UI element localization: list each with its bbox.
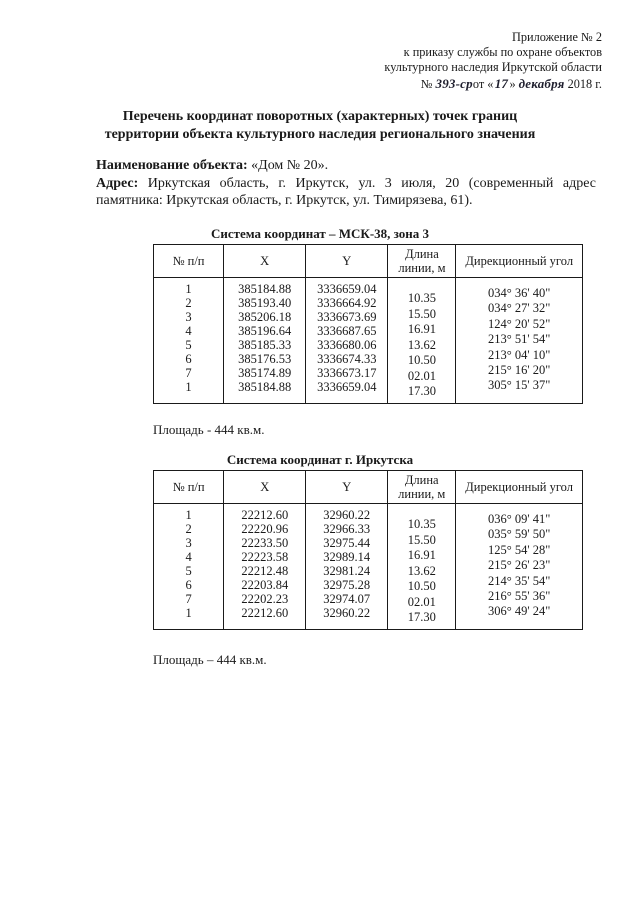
header-y: Y [306, 471, 388, 504]
table-cell: 3 [185, 310, 192, 324]
table-cell: 5 [185, 564, 192, 578]
table-cell: 3336674.33 [317, 352, 377, 366]
table-cell: 1 [185, 508, 192, 522]
appendix-number: Приложение № 2 [511, 30, 602, 44]
document-header [384, 30, 602, 92]
table-cell: 213° 04' 10" [488, 347, 551, 362]
address-label: Адрес: [96, 176, 139, 191]
table-body-row [154, 278, 583, 404]
table-cell: 213° 51' 54" [488, 332, 551, 347]
table-cell: 7 [185, 592, 192, 606]
table-cell: 3336687.65 [317, 324, 377, 338]
table-cell: 2 [185, 522, 192, 536]
table-cell: 3336659.04 [317, 380, 377, 394]
table-cell: 10.35 [407, 517, 436, 531]
title-line-2: территории объекта культурного наследия регионального значения [104, 127, 536, 142]
table-cell: 6 [185, 352, 192, 366]
table-cell: 034° 27' 32" [488, 301, 551, 316]
header-direction-angle: Дирекционный угол [456, 245, 583, 278]
order-reference-line: к приказу службы по охране объектов [403, 45, 602, 60]
header-line-length: Длина линии, м [388, 245, 456, 278]
table-cell: 385184.88 [238, 380, 292, 394]
table-cell: 17.30 [407, 384, 436, 398]
table-cell: 124° 20' 52" [488, 316, 551, 331]
coordinates-table-irkutsk [153, 470, 583, 630]
address-line-1 [96, 175, 596, 192]
table-cell: 385196.64 [238, 324, 292, 338]
title-line-1: Перечень координат поворотных (характерных) точек границ [122, 109, 518, 124]
table-cell: 32974.07 [323, 592, 371, 606]
direction-angles-column [456, 504, 583, 630]
table-cell: 306° 49' 24" [487, 604, 551, 619]
table-cell: 4 [185, 324, 192, 338]
table-cell: 385206.18 [238, 310, 292, 324]
table-cell: 32960.22 [323, 606, 371, 620]
y-coordinates-column [306, 278, 388, 404]
header-line-length: Длина линии, м [388, 471, 456, 504]
table-cell: 385174.89 [238, 366, 292, 380]
table-cell: 214° 35' 54" [487, 573, 551, 588]
table-cell: 215° 26' 23" [487, 558, 551, 573]
date-quote-close: » [509, 76, 516, 91]
y-coordinates-column [306, 504, 388, 630]
table-cell: 1 [185, 606, 192, 620]
table-cell: 035° 59' 50" [487, 527, 551, 542]
table-cell: 125° 54' 28" [487, 542, 551, 557]
direction-angles-column [456, 278, 583, 404]
table-cell: 22233.50 [241, 536, 289, 550]
table-cell: 3 [185, 536, 192, 550]
table-caption-msk38: Система координат – МСК-38, зона 3 [210, 226, 430, 241]
header-direction-angle: Дирекционный угол [456, 471, 583, 504]
table-cell: 22203.84 [241, 578, 289, 592]
line-lengths-column [388, 504, 456, 630]
object-name-label: Наименование объекта: [96, 158, 248, 173]
table-cell: 10.35 [407, 291, 436, 305]
table-cell: 036° 09' 41" [487, 512, 551, 526]
table-cell: 385176.53 [238, 352, 292, 366]
table-cell: 3336673.17 [317, 366, 377, 380]
table-header-row [154, 245, 583, 278]
point-numbers-column [154, 504, 224, 630]
object-name [96, 158, 328, 174]
area-irkutsk: Площадь – 444 кв.м. [153, 652, 267, 667]
table-cell: 4 [185, 550, 192, 564]
table-cell: 215° 16' 20" [488, 363, 551, 378]
table-cell: 32981.24 [323, 564, 371, 578]
object-name-value: «Дом № 20». [251, 158, 329, 173]
header-number: № п/п [154, 245, 224, 278]
table-cell: 13.62 [407, 337, 436, 352]
table-cell: 02.01 [407, 368, 436, 383]
area-msk38: Площадь - 444 кв.м. [153, 422, 265, 437]
table-cell: 385185.33 [238, 338, 292, 352]
table-cell: 16.91 [407, 322, 436, 336]
number-label: № [420, 76, 433, 91]
table-cell: 385193.40 [238, 296, 292, 310]
table-cell: 7 [185, 366, 192, 380]
table-cell: 3336664.92 [317, 296, 377, 310]
header-number: № п/п [154, 471, 224, 504]
table-cell: 32966.33 [323, 522, 371, 536]
table-cell: 02.01 [407, 594, 436, 609]
order-number-date-line [384, 76, 602, 92]
table-cell: 10.50 [407, 579, 436, 593]
table-cell: 17.30 [407, 610, 436, 624]
table-cell: 3336673.69 [317, 310, 377, 324]
table-cell: 22223.58 [241, 550, 289, 564]
x-coordinates-column [224, 278, 306, 404]
header-y: Y [306, 245, 388, 278]
table-cell: 216° 55' 36" [487, 589, 551, 604]
table-cell: 385184.88 [238, 282, 292, 296]
table-cell: 32975.28 [323, 578, 371, 592]
table-cell: 15.50 [407, 306, 436, 321]
table-cell: 034° 36' 40" [488, 286, 551, 300]
table-cell: 22220.96 [241, 522, 289, 536]
table-cell: 3336680.06 [317, 338, 377, 352]
table-cell: 16.91 [407, 548, 436, 562]
header-x: X [224, 471, 306, 504]
table-cell: 1 [185, 282, 192, 296]
table-cell: 32960.22 [323, 508, 371, 522]
year: 2018 г. [567, 76, 602, 91]
point-numbers-column [154, 278, 224, 404]
table-cell: 22202.23 [241, 592, 289, 606]
table-cell: 1 [185, 380, 192, 394]
x-coordinates-column [224, 504, 306, 630]
table-body-row [154, 504, 583, 630]
table-cell: 22212.48 [241, 564, 289, 578]
table-cell: 13.62 [407, 563, 436, 578]
table-cell: 305° 15' 37" [488, 378, 551, 393]
table-cell: 6 [185, 578, 192, 592]
handwritten-order-number: 393-ср [435, 75, 473, 91]
address-value-1: Иркутская область, г. Иркутск, ул. 3 июля, 20 (современный адрес [147, 176, 596, 191]
object-address [96, 175, 596, 209]
table-cell: 22212.60 [241, 508, 289, 522]
date-from-label: от « [472, 76, 494, 91]
authority-name-line: культурного наследия Иркутской области [384, 60, 602, 75]
handwritten-month: декабря [518, 75, 565, 91]
table-cell: 2 [185, 296, 192, 310]
table-caption-irkutsk: Система координат г. Иркутска [226, 452, 414, 467]
coordinates-table-msk38 [153, 244, 583, 404]
address-value-2: памятника: Иркутская область, г. Иркутск, ул. Тимирязева, 61). [96, 193, 473, 208]
table-cell: 3336659.04 [317, 282, 377, 296]
table-cell: 32975.44 [323, 536, 371, 550]
table-cell: 32989.14 [323, 550, 371, 564]
handwritten-day: 17 [494, 75, 509, 91]
table-header-row [154, 471, 583, 504]
table-cell: 22212.60 [241, 606, 289, 620]
line-lengths-column [388, 278, 456, 404]
document-title [0, 108, 640, 144]
table-cell: 10.50 [407, 353, 436, 367]
table-cell: 15.50 [407, 532, 436, 547]
table-cell: 5 [185, 338, 192, 352]
header-x: X [224, 245, 306, 278]
